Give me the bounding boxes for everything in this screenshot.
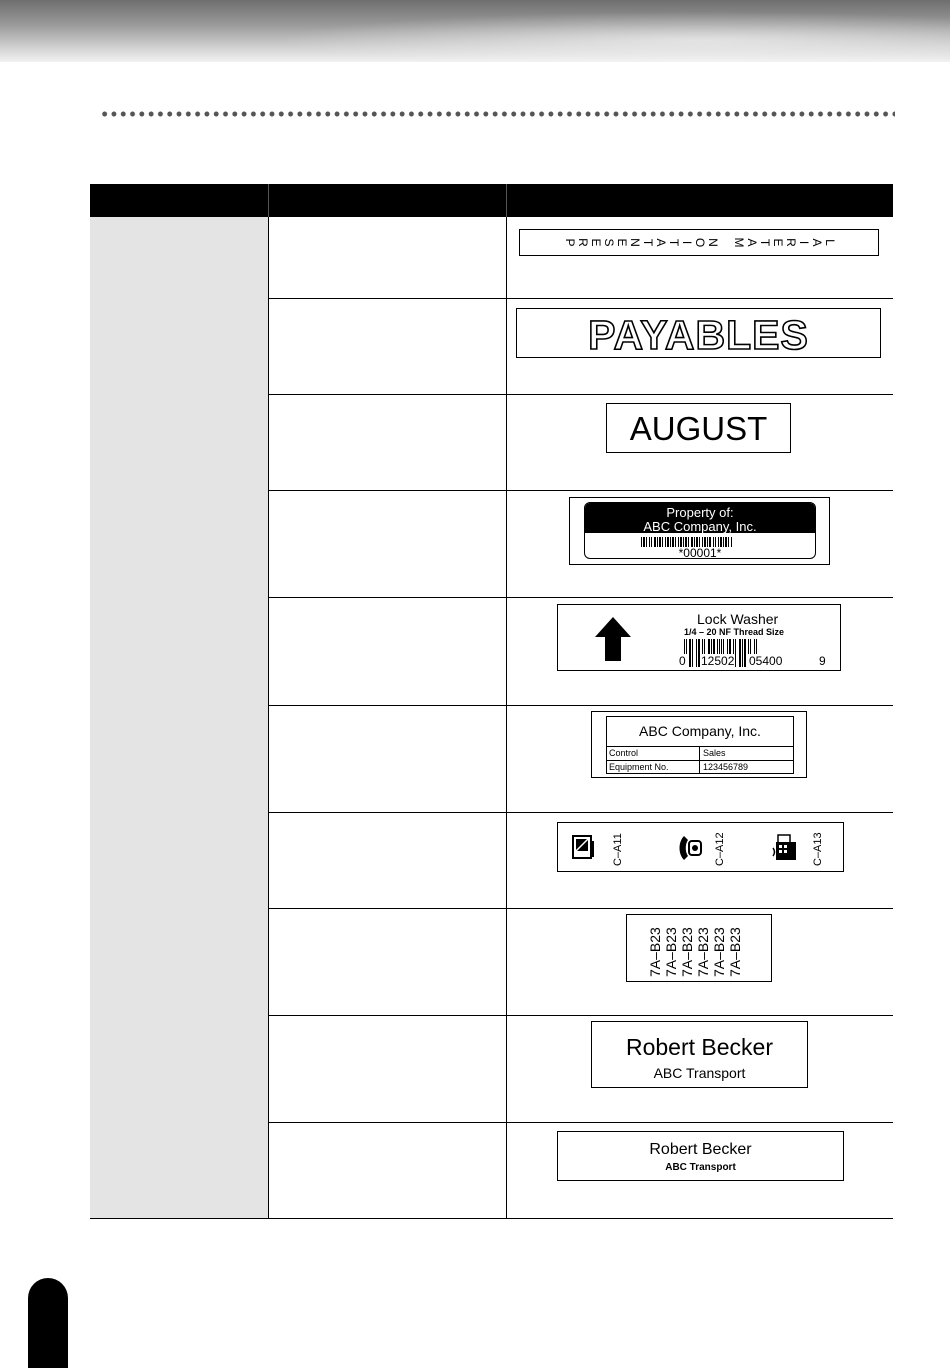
row-divider [268, 490, 893, 491]
table-frame [606, 716, 794, 774]
upc-digit: 05400 [749, 654, 783, 668]
table-value: 123456789 [703, 762, 749, 772]
label-name-large [591, 1021, 808, 1088]
vertical-char: A [653, 238, 668, 247]
row-divider [268, 705, 893, 706]
vertical-char: L [822, 239, 837, 246]
label-payables [516, 308, 881, 358]
vertical-char: N [705, 238, 720, 247]
category-column [90, 217, 268, 1218]
vertical-char: T [640, 238, 655, 247]
badge-name: Robert Becker [625, 1034, 773, 1060]
cable-code: 7A–B23 [647, 927, 663, 977]
table-key: Equipment No. [609, 762, 669, 772]
cable-code: 7A–B23 [695, 927, 711, 977]
label-cable-codes [626, 914, 772, 982]
column-divider [506, 217, 507, 1218]
barcode-bar [692, 639, 693, 667]
upc-digit: 0 [679, 654, 686, 668]
cable-code: 7A–B23 [727, 927, 743, 977]
device-code: C–A13 [812, 832, 824, 866]
fax-icon [772, 834, 800, 862]
row-divider [268, 812, 893, 813]
vertical-char: M [731, 237, 746, 248]
vertical-char: E [770, 238, 785, 247]
row-divider [268, 298, 893, 299]
barcode-bar [689, 639, 691, 667]
label-presentation-material [519, 229, 879, 256]
upc-digit: 9 [819, 654, 826, 668]
vertical-char: N [627, 238, 642, 247]
vertical-char: A [809, 238, 824, 247]
vertical-char: O [692, 237, 707, 248]
row-divider [268, 597, 893, 598]
telephone-icon [678, 834, 702, 862]
vertical-char: T [666, 238, 681, 247]
page-tab [28, 1278, 68, 1368]
property-line2: ABC Company, Inc. [643, 519, 757, 534]
vertical-char: E [614, 238, 629, 247]
table-value: Sales [703, 748, 726, 758]
arrow-up-icon [595, 617, 631, 661]
cable-code: 7A–B23 [663, 927, 679, 977]
vertical-char: R [575, 238, 590, 247]
label-name-small [557, 1131, 844, 1181]
label-property-asset [569, 497, 830, 565]
row-divider [268, 1015, 893, 1016]
vertical-char: S [601, 238, 616, 247]
badge-company: ABC Transport [665, 1162, 736, 1173]
part-subtitle: 1/4 – 20 NF Thread Size [684, 627, 785, 637]
row-divider [268, 1122, 893, 1123]
barcode-bar [739, 639, 741, 667]
cable-code: 7A–B23 [679, 927, 695, 977]
table-header [90, 184, 893, 217]
row-divider [268, 394, 893, 395]
barcode-bar [744, 639, 746, 667]
vertical-char: I [679, 240, 694, 245]
label-lock-washer [557, 604, 841, 671]
vertical-char: T [757, 238, 772, 247]
label-text: AUGUST [629, 410, 768, 447]
vertical-char: A [744, 238, 759, 247]
header-separator [268, 184, 269, 217]
device-code: C–A11 [612, 833, 624, 866]
badge-name: Robert Becker [649, 1141, 752, 1158]
rotated-code-list [647, 917, 757, 977]
computer-icon [572, 835, 594, 861]
barcode-text: *00001* [678, 546, 722, 559]
rounded-frame [584, 502, 816, 559]
column-divider [268, 217, 269, 1218]
table-key: Control [609, 748, 639, 758]
vertical-char: R [783, 238, 798, 247]
outline-text: PAYABLES [588, 312, 809, 358]
barcode-bar [696, 639, 697, 667]
dotted-divider [100, 110, 895, 118]
upc-digit: 12502 [701, 654, 735, 668]
page-header-band [0, 0, 950, 62]
label-company-table [591, 711, 807, 778]
table-bottom-border [90, 1218, 893, 1219]
vertical-char: E [588, 238, 603, 247]
cable-code: 7A–B23 [711, 927, 727, 977]
barcode-bar [742, 639, 743, 667]
table-title: ABC Company, Inc. [639, 723, 761, 739]
label-device-ids [557, 822, 844, 872]
property-line1: Property of: [666, 505, 734, 520]
label-august [606, 403, 791, 453]
part-title: Lock Washer [697, 611, 779, 627]
vertical-char: I [796, 240, 811, 245]
header-separator [506, 184, 507, 217]
vertical-text [520, 230, 878, 255]
vertical-char: P [562, 238, 577, 247]
device-code: C–A12 [714, 832, 726, 866]
badge-company: ABC Transport [653, 1065, 746, 1081]
row-divider [268, 908, 893, 909]
